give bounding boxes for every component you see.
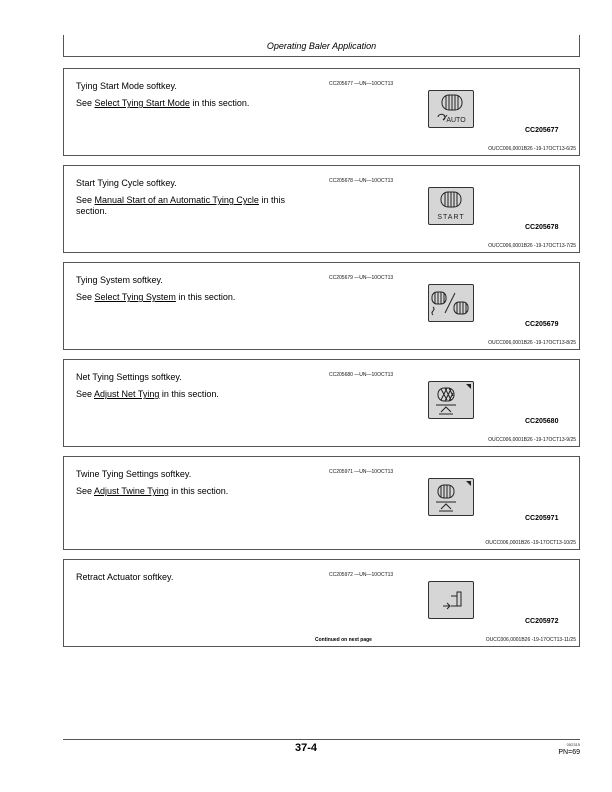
figure-id: CC205679: [525, 321, 559, 328]
panel-title: Twine Tying Settings softkey.: [76, 469, 192, 479]
image-reference: CC205679 —UN—10OCT13: [329, 275, 394, 281]
page-header: [63, 35, 580, 57]
auto-tying-icon: [428, 90, 474, 128]
panel-title: Start Tying Cycle softkey.: [76, 178, 177, 188]
figure-id: CC205678: [525, 224, 559, 231]
panel-reference-text: See Select Tying System in this section.: [76, 292, 236, 302]
figure-id: CC205680: [525, 418, 559, 425]
module-reference: OUCC006,0001B26 -19-17OCT13-6/25: [488, 146, 576, 152]
panel-title: Tying Start Mode softkey.: [76, 81, 177, 91]
panel-reference-text: See Adjust Net Tying in this section.: [76, 389, 219, 399]
page-title: Operating Baler Application: [266, 41, 377, 51]
cross-reference-link[interactable]: Adjust Net Tying: [94, 389, 160, 399]
twine-settings-icon: [428, 478, 474, 516]
panel-tying-system: [63, 262, 580, 350]
start-tying-icon: [428, 187, 474, 225]
panel-retract-actuator: [63, 559, 580, 647]
date-code: 052315: [566, 742, 580, 747]
module-reference: OUCC006,0001B26 -19-17OCT13-10/25: [485, 540, 576, 546]
panel-reference-text: See Manual Start of an Automatic Tying Cycle in this section.: [76, 195, 285, 216]
figure-id: CC205971: [525, 515, 559, 522]
image-reference: CC205677 —UN—10OCT13: [329, 81, 394, 87]
figure-id: CC205972: [525, 618, 559, 625]
panel-title: Net Tying Settings softkey.: [76, 372, 182, 382]
figure-id: CC205677: [525, 127, 559, 134]
net-settings-icon: [428, 381, 474, 419]
cross-reference-link[interactable]: Select Tying Start Mode: [94, 98, 190, 108]
tying-system-icon: [428, 284, 474, 322]
footer-divider: [63, 739, 580, 740]
module-reference: OUCC006,0001B26 -19-17OCT13-8/25: [488, 340, 576, 346]
image-reference: CC205678 —UN—10OCT13: [329, 178, 394, 184]
svg-text:START: START: [437, 214, 465, 221]
panel-twine-tying-settings: [63, 456, 580, 550]
continued-note: Continued on next page: [315, 637, 372, 643]
image-reference: CC205680 —UN—10OCT13: [329, 372, 394, 378]
svg-text:AUTO: AUTO: [446, 117, 466, 124]
image-reference: CC205972 —UN—10OCT13: [329, 572, 394, 578]
cross-reference-link[interactable]: Manual Start of an Automatic Tying Cycle: [94, 195, 259, 205]
panel-reference-text: See Adjust Twine Tying in this section.: [76, 486, 229, 496]
pn-number: PN=69: [558, 749, 580, 756]
panel-tying-start-mode: [63, 68, 580, 156]
module-reference: OUCC006,0001B26 -19-17OCT13-7/25: [488, 243, 576, 249]
panel-title: Tying System softkey.: [76, 275, 163, 285]
panel-reference-text: See Select Tying Start Mode in this section.: [76, 98, 250, 108]
panel-title: Retract Actuator softkey.: [76, 572, 174, 582]
module-reference: OUCC006,0001B26 -19-17OCT13-9/25: [488, 437, 576, 443]
retract-actuator-icon: [428, 581, 474, 619]
panel-start-tying-cycle: [63, 165, 580, 253]
module-reference: OUCC006,0001B26 -19-17OCT13-11/25: [485, 637, 576, 643]
page-number: 37-4: [294, 742, 318, 754]
cross-reference-link[interactable]: Adjust Twine Tying: [94, 486, 169, 496]
panel-net-tying-settings: [63, 359, 580, 447]
image-reference: CC205971 —UN—10OCT13: [329, 469, 394, 475]
cross-reference-link[interactable]: Select Tying System: [94, 292, 176, 302]
